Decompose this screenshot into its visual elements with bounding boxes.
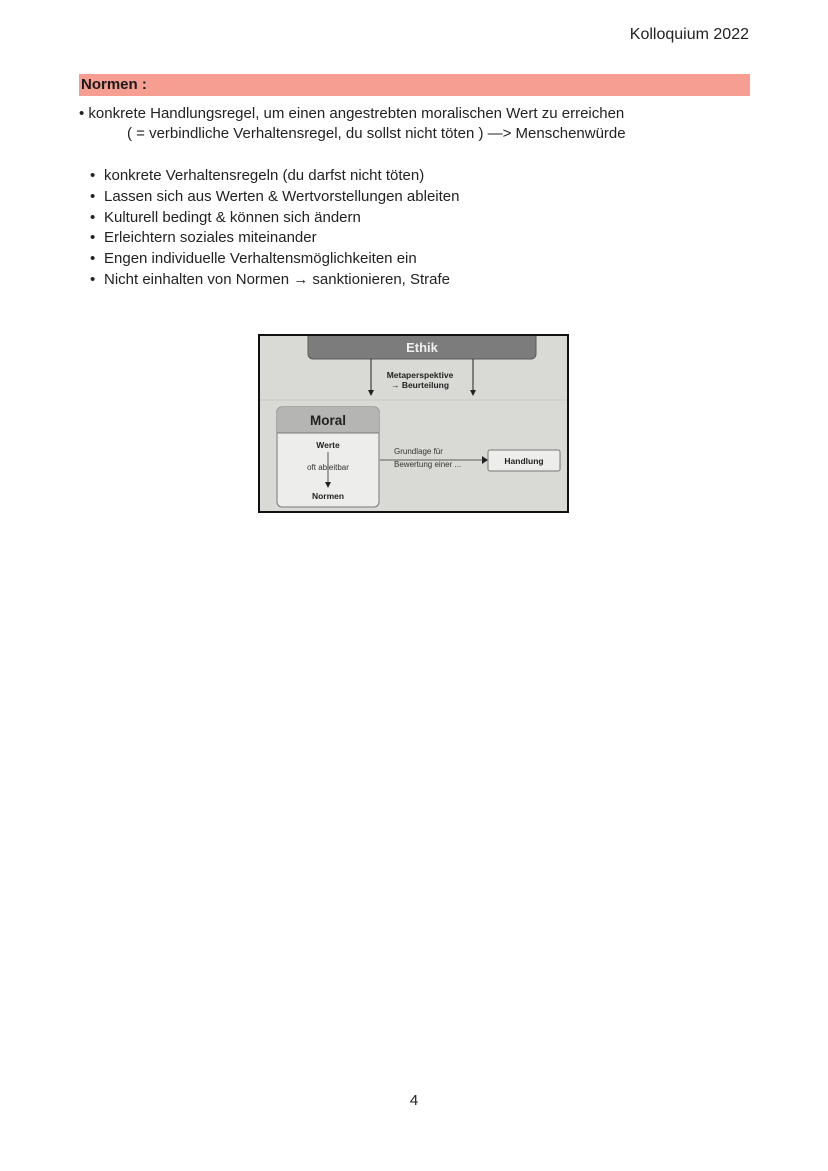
werte-label: Werte bbox=[316, 440, 340, 450]
section-heading-bar bbox=[79, 74, 750, 96]
list-item: • konkrete Verhaltensregeln (du darfst nicht töten) bbox=[88, 166, 459, 187]
definition-paragraph bbox=[79, 104, 626, 144]
definition-subline: ( = verbindliche Verhaltensregel, du sollst nicht töten ) —> Menschenwürde bbox=[127, 125, 626, 142]
characteristics-list bbox=[88, 166, 459, 291]
diagram-svg bbox=[260, 336, 567, 511]
list-item: • Kulturell bedingt & können sich ändern bbox=[88, 208, 459, 229]
document-header: Kolloquium 2022 bbox=[629, 26, 749, 43]
definition-line: • konkrete Handlungsregel, um einen angestrebten moralischen Wert zu erreichen bbox=[79, 105, 625, 122]
ethik-label: Ethik bbox=[406, 340, 438, 355]
section-title: Normen : bbox=[81, 76, 147, 93]
page-number: 4 bbox=[409, 1092, 419, 1109]
normen-label: Normen bbox=[311, 491, 345, 501]
meta-label-line1: Metaperspektive bbox=[386, 370, 454, 380]
grundlage-line1: Grundlage für bbox=[394, 447, 443, 456]
list-item: • Nicht einhalten von Normen → sanktionieren, Strafe bbox=[88, 270, 459, 291]
list-item: • Lassen sich aus Werten & Wertvorstellungen ableiten bbox=[88, 187, 459, 208]
list-item: • Engen individuelle Verhaltensmöglichkeiten ein bbox=[88, 249, 459, 270]
meta-label-line2: → Beurteilung bbox=[390, 380, 450, 390]
grundlage-line2: Bewertung einer ... bbox=[394, 460, 462, 469]
list-item: • Erleichtern soziales miteinander bbox=[88, 228, 459, 249]
moral-label: Moral bbox=[309, 413, 347, 428]
ethik-moral-diagram bbox=[258, 334, 569, 513]
ableitbar-label: oft ableitbar bbox=[307, 463, 349, 472]
handlung-label: Handlung bbox=[504, 456, 544, 466]
